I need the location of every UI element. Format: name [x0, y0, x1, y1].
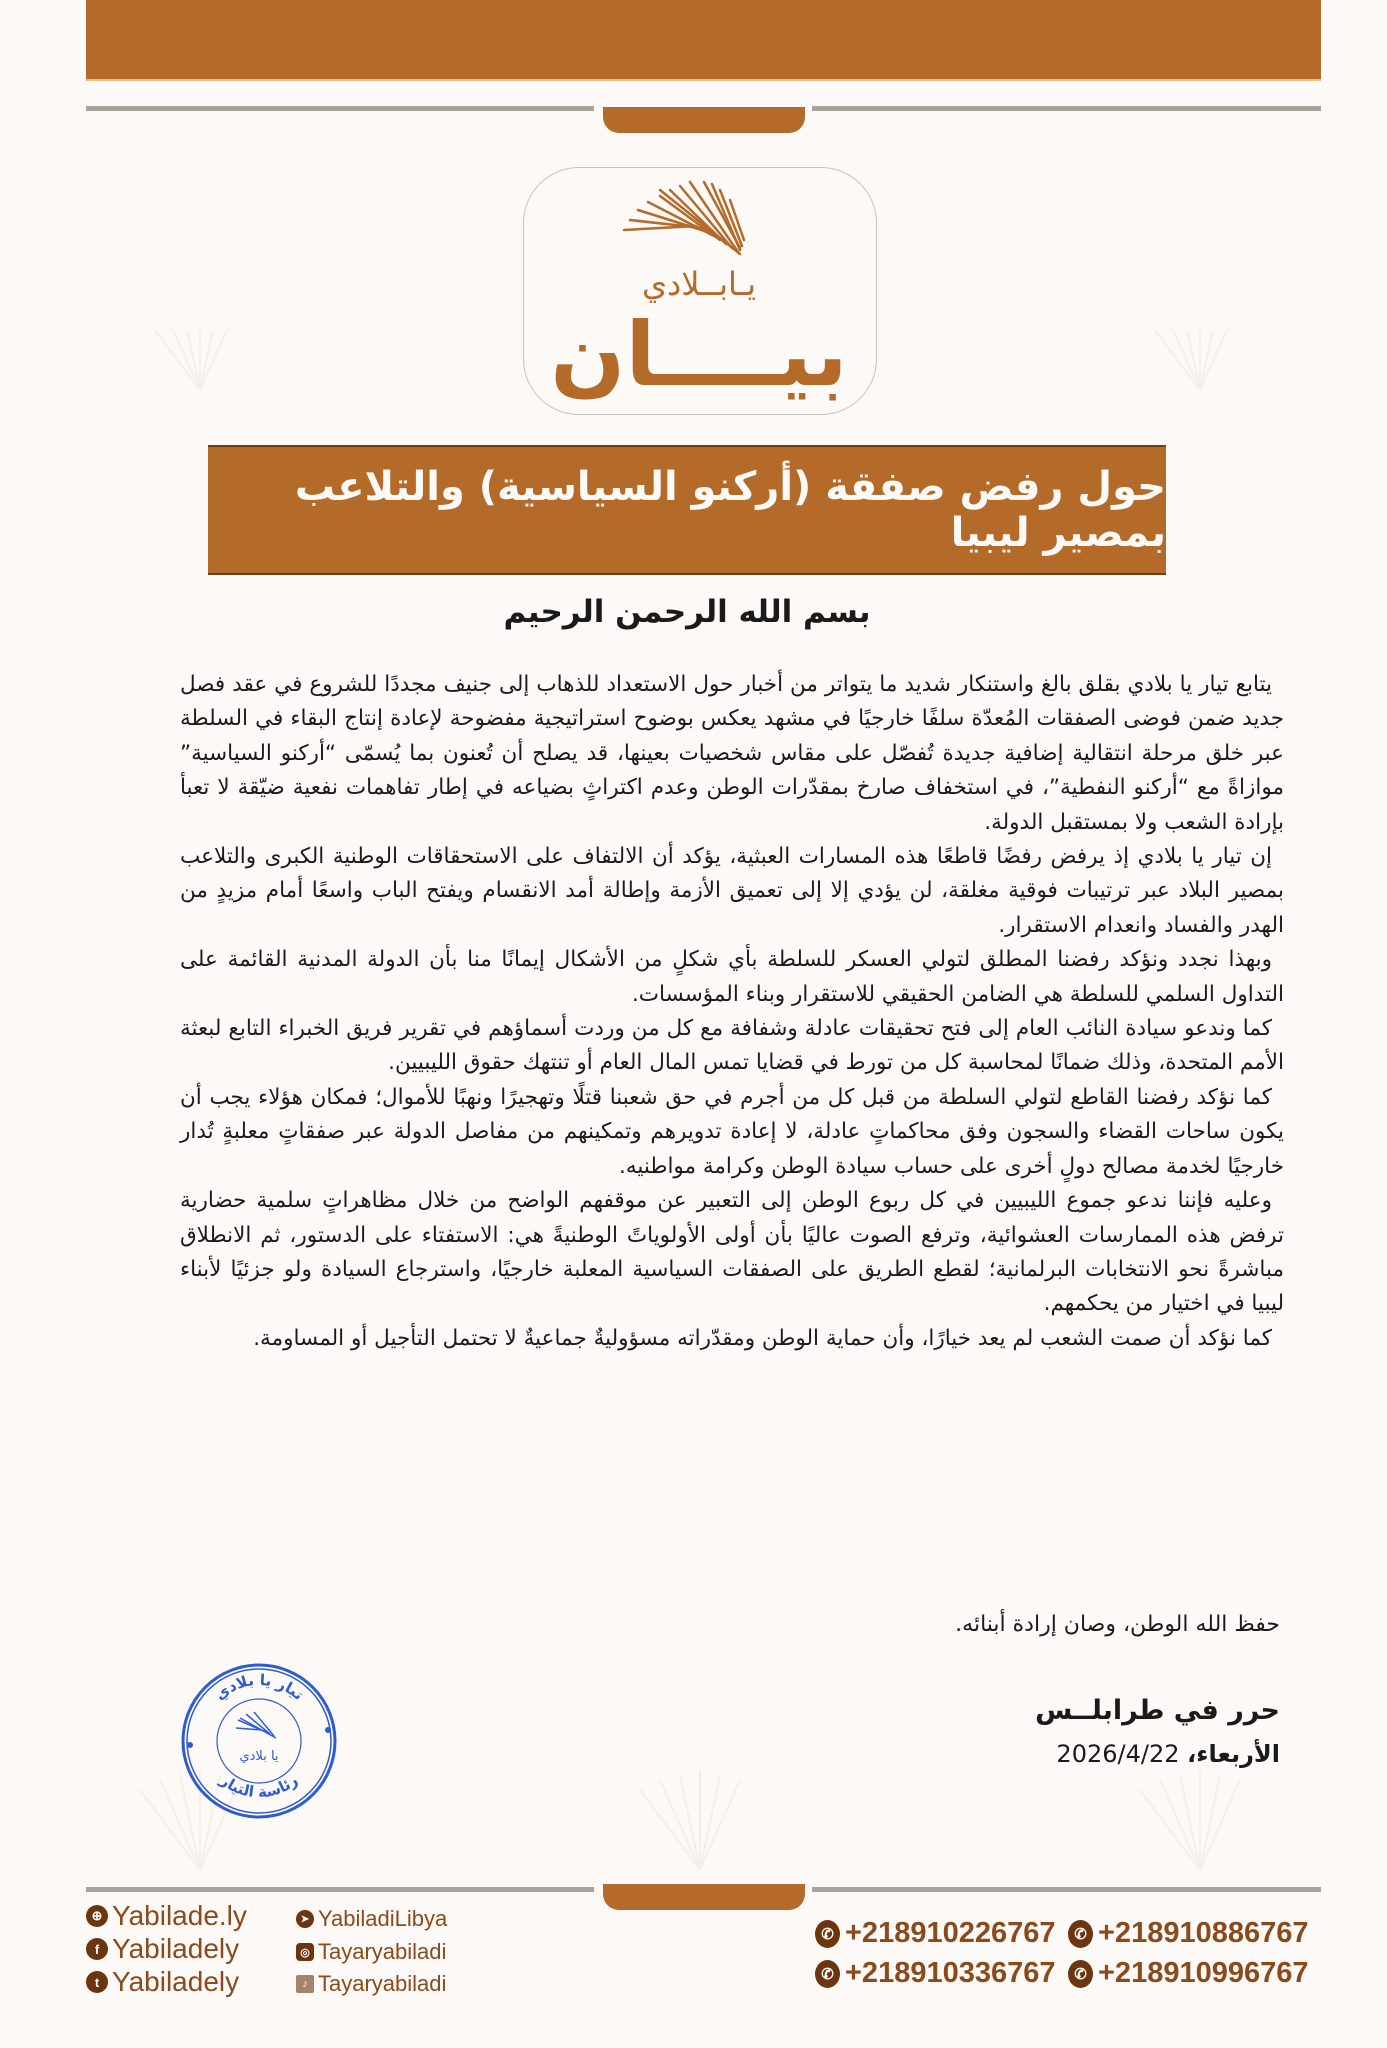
statement-body — [180, 668, 1284, 1356]
paragraph: وعليه فإننا ندعو جموع الليبيين في كل ربوع الوطن إلى التعبير عن موقفهم الواضح من خلال مظاهراتٍ سلمية حضارية ترفض هذه الممارسات العشوائية، وترفع الصوت عاليًا بأن أولى الأولوياتً الوطنيةً هي: الاستفتاء على الدستور، ثم الانطلاق مباشرةً نحو الانتخابات البرلمانية؛ لقطع الطريق على الصفقات السياسية المعلبة خارجيًا، واسترجاع السيادة ولو جزئيًا لأبناء ليبيا في اختيار من يحكمهم. — [180, 1188, 1284, 1317]
facebook-label: Yabiladely — [112, 1933, 240, 1964]
telegram-icon: ➤ — [296, 1910, 314, 1928]
header-tab — [603, 107, 805, 133]
document-title: حول رفض صفقة (أركنو السياسية) والتلاعب بمصير ليبيا — [294, 464, 1166, 556]
phone-1[interactable] — [815, 1917, 1055, 1950]
footer-link-instagram[interactable] — [296, 1939, 446, 1965]
logo-subtitle: يـابــلادي — [641, 265, 757, 303]
phone-icon: ✆ — [1068, 1920, 1093, 1948]
paragraph: كما نؤكد أن صمت الشعب لم يعد خيارًا، وأن حماية الوطن ومقدّراته مسؤوليةٌ جماعيةٌ لا تحتمل التأجيل أو المساومة. — [253, 1325, 1272, 1351]
instagram-icon: ◎ — [296, 1943, 314, 1961]
phone-icon: ✆ — [815, 1960, 840, 1988]
footer-link-website[interactable] — [86, 1900, 247, 1932]
footer-link-tiktok[interactable] — [296, 1971, 446, 1997]
palm-leaf-icon — [620, 180, 760, 260]
globe-icon: ⊕ — [86, 1905, 108, 1927]
phone-icon: ✆ — [815, 1920, 840, 1948]
footer-link-facebook[interactable] — [86, 1933, 239, 1965]
footer-rule-right — [812, 1887, 1321, 1892]
paragraph: كما وندعو سيادة النائب العام إلى فتح تحقيقات عادلة وشفافة مع كل من وردت أسماؤهم في تقرير فريق الخبراء التابع لبعثة الأمم المتحدة، وذلك ضمانًا لمحاسبة كل من تورط في قضايا تمس المال العام أو تنتهك حقوق الليبيين. — [180, 1016, 1284, 1076]
tiktok-label: Tayaryabiladi — [318, 1971, 447, 1996]
twitter-icon: t — [86, 1971, 108, 1993]
logo-title: بيــــان — [550, 303, 848, 406]
svg-text:رئاسة التيار — [216, 1771, 301, 1802]
stamp-center-text: يا بلادي — [239, 1749, 279, 1764]
telegram-label: YabiladiLibya — [318, 1906, 448, 1931]
phone-2[interactable] — [1068, 1917, 1308, 1950]
tiktok-icon: ♪ — [296, 1975, 314, 1993]
official-stamp-icon — [178, 1660, 340, 1822]
basmala: بسم الله الرحمن الرحيم — [503, 594, 871, 630]
footer-tab — [603, 1884, 805, 1910]
signature-date-value: 2026/4/22 — [1056, 1740, 1180, 1768]
title-banner — [208, 445, 1166, 575]
phone-icon: ✆ — [1068, 1960, 1093, 1988]
footer-link-twitter[interactable] — [86, 1966, 239, 1998]
stamp-top-text: تيار يا بلادي — [211, 1670, 308, 1704]
phone-number: +218910996767 — [1098, 1957, 1309, 1989]
signature-date — [1056, 1740, 1280, 1768]
phone-number: +218910226767 — [845, 1917, 1056, 1949]
header-rule-right — [812, 106, 1321, 111]
website-label: Yabilade.ly — [112, 1900, 247, 1931]
footer-link-telegram[interactable] — [296, 1906, 447, 1932]
footer-rule-left — [86, 1887, 594, 1892]
header-bar — [86, 0, 1321, 81]
phone-number: +218910336767 — [845, 1957, 1056, 1989]
phone-number: +218910886767 — [1098, 1917, 1309, 1949]
paragraph: يتابع تيار يا بلادي بقلق بالغ واستنكار شديد ما يتواتر من أخبار حول الاستعداد للذهاب إلى جنيف مجددًا للشروع في عقد فصل جديد ضمن فوضى الصفقات المُعدّة سلفًا خارجيًا في مشهد يعكس بوضوح استراتيجية مفضوحة لإعادة إنتاج البقاء في السلطة عبر خلق مرحلة انتقالية إضافية جديدة تُفصّل على مقاس شخصيات بعينها، قد يصلح أن تُعنون بما يُسمّى “أركنو السياسية” موازاةً مع “أركنو النفطية”، في استخفاف صارخ بمقدّرات الوطن وعدم اكتراثٍ بضياعه في إطار تفاهمات نفعية ضيّقة لا تعبأ بإرادة الشعب ولا بمستقبل الدولة. — [180, 672, 1284, 835]
closing-line: حفظ الله الوطن، وصان إرادة أبنائه. — [955, 1612, 1280, 1637]
paragraph: وبهذا نجدد ونؤكد رفضنا المطلق لتولي العسكر للسلطة بأي شكلٍ من الأشكال إيمانًا منا بأن الدولة المدنية القائمة على التداول السلمي للسلطة هي الضامن الحقيقي للاستقرار وبناء المؤسسات. — [180, 947, 1284, 1007]
stamp-bottom-text: رئاسة التيار — [216, 1771, 302, 1802]
signature-place: حرر في طرابلــس — [1035, 1695, 1280, 1726]
twitter-label: Yabiladely — [112, 1966, 240, 1997]
instagram-label: Tayaryabiladi — [318, 1939, 447, 1964]
phone-3[interactable] — [815, 1957, 1055, 1990]
signature-day: الأربعاء، — [1187, 1740, 1280, 1768]
facebook-icon: f — [86, 1938, 108, 1960]
header-rule-left — [86, 106, 594, 111]
paragraph: كما نؤكد رفضنا القاطع لتولي السلطة من قبل كل من أجرم في حق شعبنا قتلًا وتهجيرًا ونهبًا للأموال؛ فمكان هؤلاء يجب أن يكون ساحات القضاء والسجون وفق محاكماتٍ عادلة، لا إعادة تدويرهم وتمكينهم من مفاصل الدولة عبر صفقاتٍ معلبةٍ تُدار خارجيًا لخدمة مصالح دولٍ أخرى على حساب سيادة الوطن وكرامة مواطنيه. — [180, 1084, 1284, 1179]
phone-4[interactable] — [1068, 1957, 1308, 1990]
paragraph: إن تيار يا بلادي إذ يرفض رفضًا قاطعًا هذه المسارات العبثية، يؤكد أن الالتفاف على الاستحقاقات الوطنية الكبرى والتلاعب بمصير البلاد عبر ترتيبات فوقية مغلقة، لن يؤدي إلا إلى تعميق الأزمة وإطالة أمد الانقسام ويفتح الباب واسعًا أمام مزيدٍ من الهدر والفساد وانعدام الاستقرار. — [180, 844, 1284, 938]
